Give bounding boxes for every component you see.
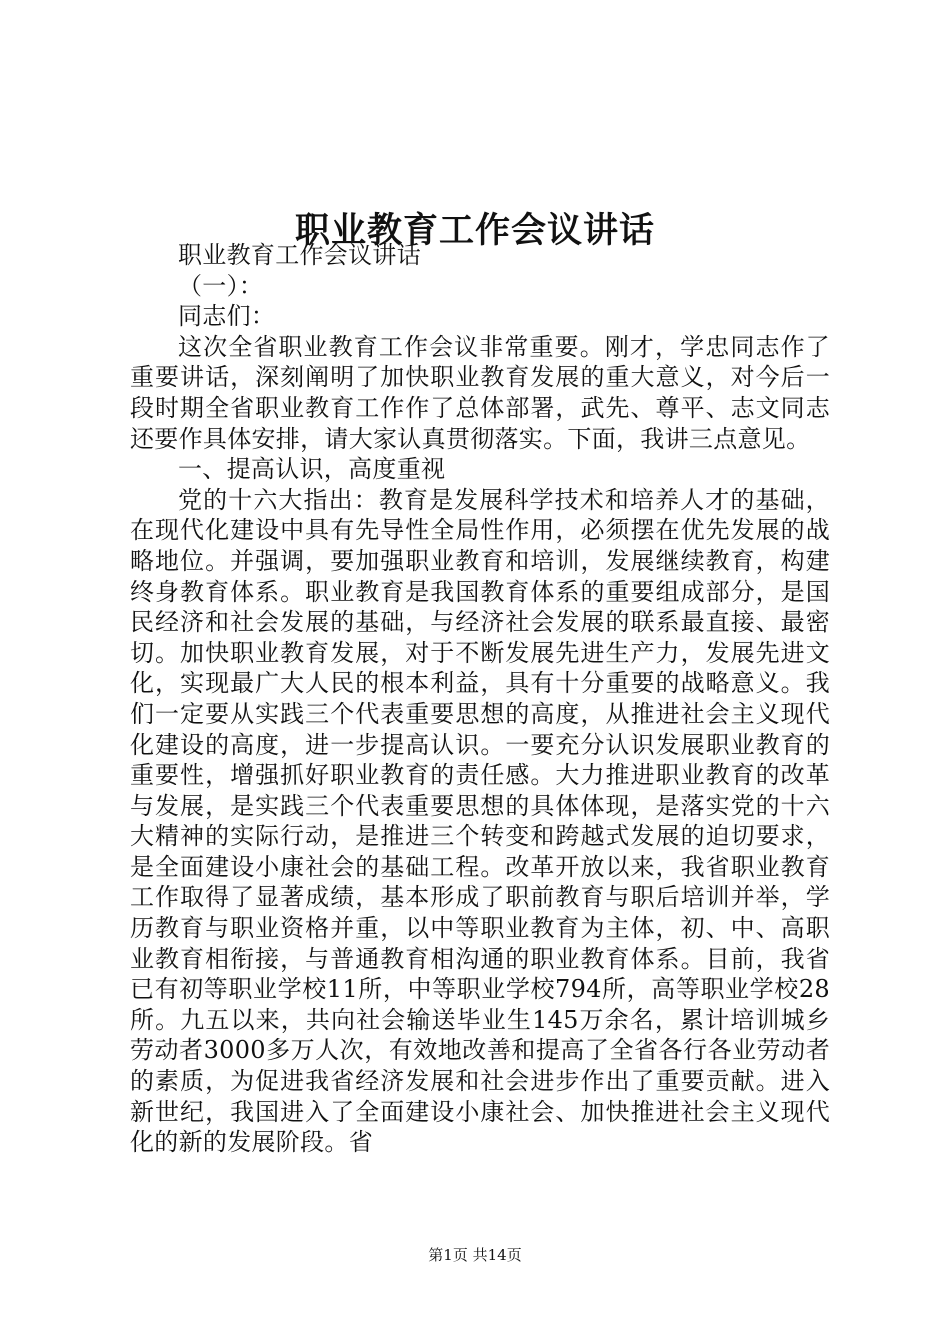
paragraph-salutation: 同志们： bbox=[178, 302, 276, 331]
document-title: 职业教育工作会议讲话 bbox=[294, 210, 655, 252]
paragraph-heading: 职业教育工作会议讲话 bbox=[178, 241, 421, 269]
paragraph-section-heading: 一、提高认识，高度重视 bbox=[178, 455, 446, 484]
paragraph-opening: 这次全省职业教育工作会议非常重要。刚才，学忠同志作了重要讲话，深刻阐明了加快职业教育发展的重大意义，对今后一段时期全省职业教育工作作了总体部署，武先、尊平、志文同志还要作具体安排，请大家认真贯彻落实。下面，我讲三点意见。 bbox=[130, 332, 830, 453]
paragraph-section-number: （一）： bbox=[178, 271, 264, 300]
paragraph-main: 党的十六大指出：教育是发展科学技术和培养人才的基础，在现代化建设中具有先导性全局性作用，必须摆在优先发展的战略地位。并强调，要加强职业教育和培训，发展继续教育，构建终身教育体系。职业教育是我国教育体系的重要组成部分，是国民经济和社会发展的基础，与经济社会发展的联系最直接、最密切。加快职业教育发展，对于不断发展先进生产力，发展先进文化，实现最广大人民的根本利益，具有十分重要的战略意义。我们一定要从实践三个代表重要思想的高度，从推进社会主义现代化建设的高度，进一步提高认识。一要充分认识发展职业教育的重要性，增强抓好职业教育的责任感。大力推进职业教育的改革与发展，是实践三个代表重要思想的具体体现，是落实党的十六大精神的实际行动，是推进三个转变和跨越式发展的迫切要求，是全面建设小康社会的基础工程。改革开放以来，我省职业教育工作取得了显著成绩，基本形成了职前教育与职后培训并举，学历教育与职业资格并重，以中等职业教育为主体，初、中、高职业教育相衔接，与普通教育相沟通的职业教育体系。目前，我省已有初等职业学校11所，中等职业学校794所，高等职业学校28所。九五以来，共向社会输送毕业生145万余名，累计培训城乡劳动者3000多万人次，有效地改善和提高了全省各行各业劳动者的素质，为促进我省经济发展和社会进步作出了重要贡献。进入新世纪，我国进入了全面建设小康社会、加快推进社会主义现代化的新的发展阶段。省 bbox=[130, 485, 830, 1157]
page-footer: 第1页 共14页 bbox=[428, 1246, 522, 1264]
document-body bbox=[130, 240, 830, 1158]
